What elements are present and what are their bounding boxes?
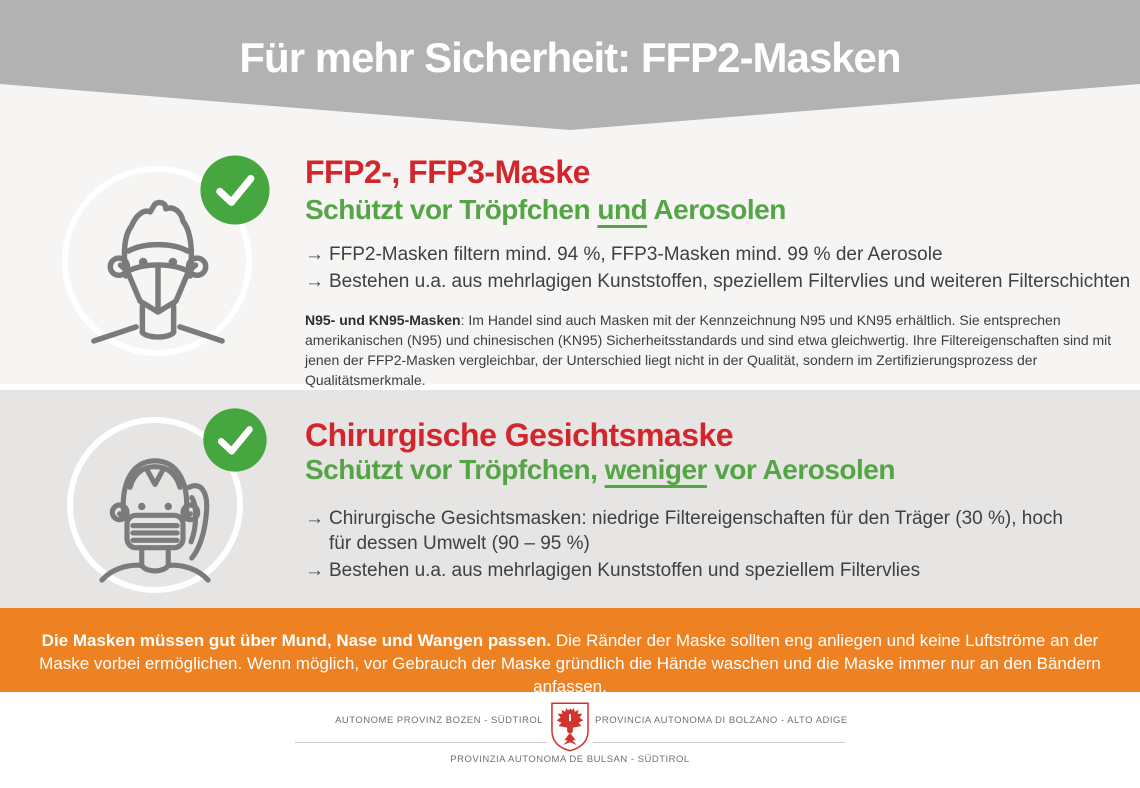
bullet-item — [305, 558, 1065, 583]
check-icon — [202, 407, 268, 473]
section-subheading — [305, 194, 786, 226]
section-surgical-mask — [0, 390, 1140, 608]
section-heading: FFP2-, FFP3-Maske — [305, 154, 590, 190]
arrow-icon: → — [305, 560, 324, 581]
subheading-text: Schützt vor Tröpfchen — [305, 194, 598, 225]
bullet-text: FFP2-Masken filtern mind. 94 %, FFP3-Masken mind. 99 % der Aerosole — [329, 244, 943, 265]
footer — [0, 692, 1140, 788]
subheading-underlined-word: weniger — [604, 454, 707, 485]
check-icon — [199, 154, 271, 226]
warning-bold-lead: Die Masken müssen gut über Mund, Nase und Wangen passen. — [41, 631, 552, 650]
arrow-icon: → — [305, 271, 324, 292]
page-title: Für mehr Sicherheit: FFP2-Masken — [239, 34, 901, 81]
subheading-text: Schützt vor Tröpfchen, — [305, 454, 605, 485]
footer-label-ladin: PROVINZIA AUTONOMA DE BULSAN - SÜDTIROL — [450, 754, 690, 765]
bullet-item — [305, 269, 1140, 294]
bullet-text: Bestehen u.a. aus mehrlagigen Kunststoffen, speziellem Filtervlies und weiteren Filterschichten — [329, 271, 1131, 292]
arrow-icon: → — [305, 244, 324, 265]
coat-of-arms-icon — [551, 702, 589, 752]
footer-divider-left — [295, 742, 547, 743]
header-banner — [0, 0, 1140, 131]
warning-text — [27, 629, 1113, 698]
warning-body: Die Ränder der Maske sollten eng anliegen und keine Luftströme an der Maske vorbei ermöglichen. Wenn möglich, vor Gebrauch der Maske gründlich die Hände waschen und die Maske immer nur an den Bändern anfassen. — [39, 631, 1101, 696]
subheading-underlined-word: und — [597, 194, 648, 225]
arrow-icon: → — [305, 508, 324, 529]
section-heading: Chirurgische Gesichtsmaske — [305, 417, 734, 453]
footer-label-italian: PROVINCIA AUTONOMA DI BOLZANO - ALTO ADIGE — [595, 715, 848, 726]
section-subheading — [305, 454, 895, 486]
footer-divider-right — [593, 742, 845, 743]
warning-banner — [0, 608, 1140, 696]
footer-label-german: AUTONOME PROVINZ BOZEN - SÜDTIROL — [335, 715, 543, 726]
note-bold-lead: N95- und KN95-Masken — [305, 312, 461, 328]
n95-note — [305, 310, 1133, 390]
note-text: : Im Handel sind auch Masken mit der Kennzeichnung N95 und KN95 erhältlich. Sie entsprechen amerikanischen (N95) und chinesischen (KN95) Sicherheitsstandards und sind etwa gleichwertig. Ihre Filtereigenschaften sind mit jenen der FFP2-Masken vergleichbar, der Unterschied liegt nicht in der Qualität, sondern im Zertifizierungsprozess der Qualitätsmerkmale. — [305, 312, 1112, 388]
bullet-item — [305, 242, 1140, 267]
bullet-text: Bestehen u.a. aus mehrlagigen Kunststoffen und speziellem Filtervlies — [329, 560, 921, 581]
subheading-text: vor Aerosolen — [706, 454, 895, 485]
bullet-list — [305, 242, 1140, 296]
subheading-text: Aerosolen — [647, 194, 786, 225]
bullet-item — [305, 506, 1065, 556]
bullet-list — [305, 506, 1065, 585]
bullet-text: Chirurgische Gesichtsmasken: niedrige Filtereigenschaften für den Träger (30 %), hoch für dessen Umwelt (90 – 95 %) — [329, 508, 1063, 554]
